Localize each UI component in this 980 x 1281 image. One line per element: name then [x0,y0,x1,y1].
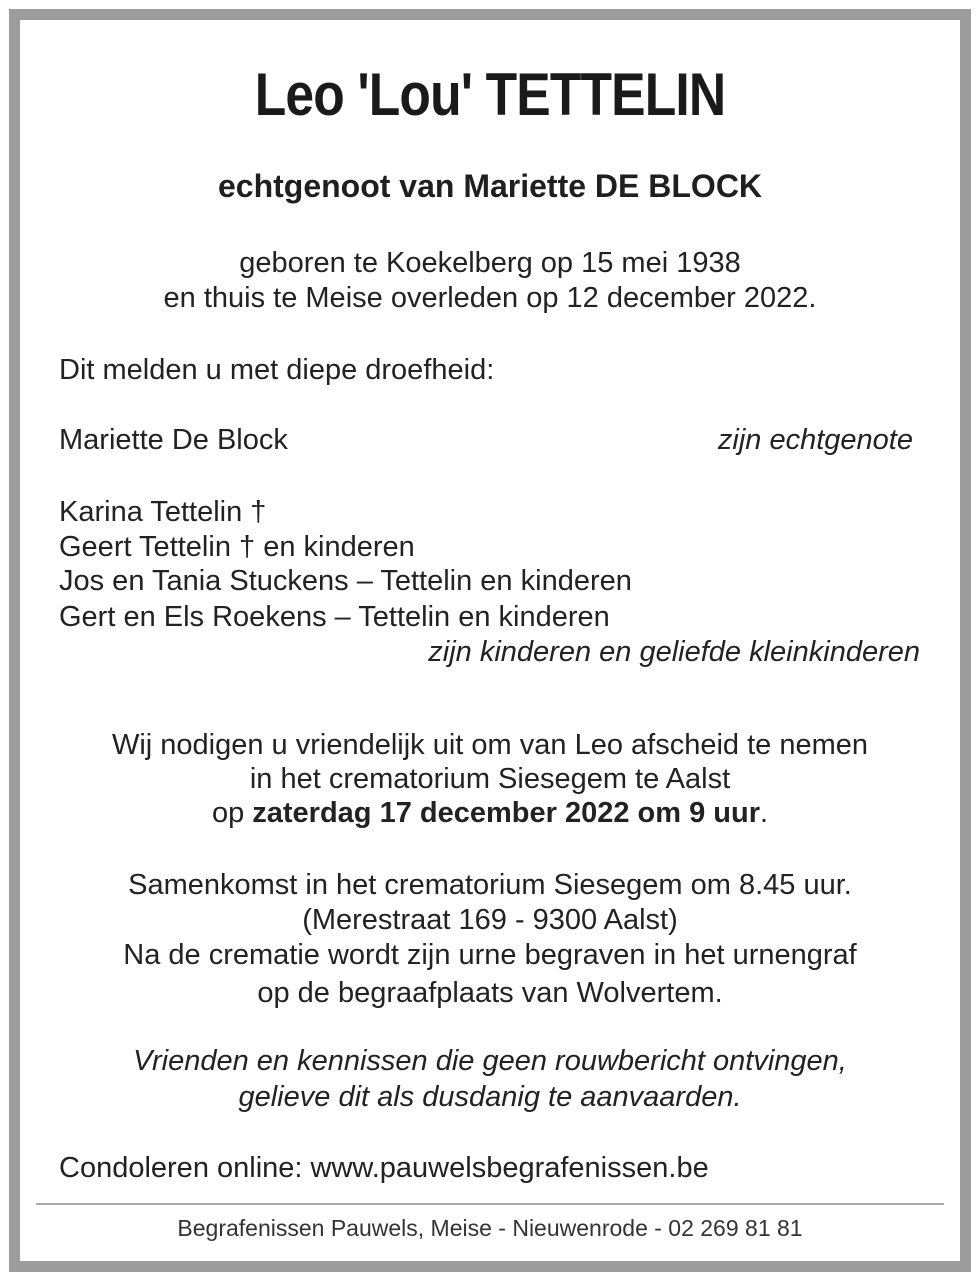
birth-line: geboren te Koekelberg op 15 mei 1938 [239,247,741,279]
child-entry: Jos en Tania Stuckens – Tettelin en kinderen [59,565,632,597]
spouse-role: zijn echtgenote [717,424,913,456]
child-entry: Karina Tettelin † [59,496,267,528]
footer-divider [36,1203,944,1205]
funeral-home-footer: Begrafenissen Pauwels, Meise - Nieuwenrode - 02 269 81 81 [177,1215,803,1241]
gathering-line: Na de crematie wordt zijn urne begraven in het urnengraf [123,939,857,971]
invitation-date-line [0,797,980,830]
invitation-prefix: op [211,797,253,829]
invitation-line: in het crematorium Siesegem te Aalst [249,763,731,795]
condolence-link[interactable]: Condoleren online: www.pauwelsbegrafenissen.be [59,1152,709,1184]
note-line: Vrienden en kennissen die geen rouwbericht ontvingen, [133,1045,847,1077]
deceased-name: Leo 'Lou' TETTELIN [254,61,726,128]
child-entry: Gert en Els Roekens – Tettelin en kinderen [59,601,610,633]
announcement: Dit melden u met diepe droefheid: [59,354,495,386]
children-role: zijn kinderen en geliefde kleinkinderen [428,636,920,668]
spouse-name: Mariette De Block [59,424,288,456]
child-entry: Geert Tettelin † en kinderen [59,531,415,563]
gathering-line: op de begraafplaats van Wolvertem. [257,977,723,1009]
invitation-line: Wij nodigen u vriendelijk uit om van Leo afscheid te nemen [111,729,869,761]
gathering-line: Samenkomst in het crematorium Siesegem om 8.45 uur. [128,869,852,901]
ceremony-datetime: zaterdag 17 december 2022 om 9 uur [252,797,760,829]
death-line: en thuis te Meise overleden op 12 december 2022. [163,282,817,314]
spouse-line: echtgenoot van Mariette DE BLOCK [217,168,763,204]
note-line: gelieve dit als dusdanig te aanvaarden. [238,1081,742,1113]
invitation-suffix: . [760,797,769,829]
address-line: (Merestraat 169 - 9300 Aalst) [302,904,678,936]
